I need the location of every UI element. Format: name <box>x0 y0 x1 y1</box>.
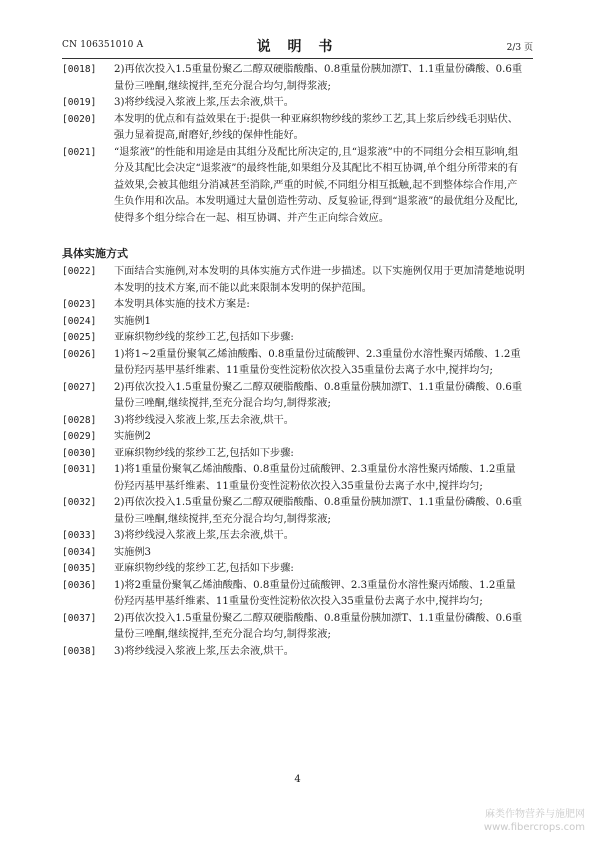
paragraph-text: “退浆液”的性能和用途是由其组分及配比所决定的,且“退浆液”中的不同组分会相互影响,组分及其配比会决定“退浆液”的最终性能,如果组分及其配比不相互协调,单个组分所带来的有益效果,会被其他组分消减甚至消除,严重的时候,不同组分相互抵触,起不到整体综合作用,产生负作用和次品。本发明通过大量创造性劳动、反复验证,得到“退浆液”的最优组分及配比,使得多个组分综合在一起、相互协调、并产生正向综合效应。 <box>114 146 519 224</box>
watermark-line-1: 麻类作物营养与施肥网 <box>485 809 585 820</box>
paragraph <box>62 380 525 413</box>
paragraph-number: [0029] <box>62 431 97 442</box>
paragraph <box>62 264 525 297</box>
paragraph-number: [0036] <box>62 579 97 591</box>
page-info: 2/3 页 <box>506 43 533 53</box>
paragraph <box>62 413 525 430</box>
paragraph-number: [0032] <box>62 497 97 508</box>
paragraph <box>62 62 525 95</box>
paragraph-number: [0023] <box>62 299 97 310</box>
paragraph <box>62 611 525 644</box>
paragraph-number: [0021] <box>62 146 97 158</box>
document-title: 说 明 书 <box>256 39 339 55</box>
paragraph-text: 2)再依次投入1.5重量份聚乙二醇双硬脂酸酯、0.8重量份胰加漂T、1.1重量份磷酸、0.6重量份三唑酮,继续搅拌,至充分混合均匀,制得浆液; <box>114 381 523 409</box>
paragraph-number: [0034] <box>62 546 97 558</box>
paragraph-text: 3)将纱线浸入浆液上浆,压去余液,烘干。 <box>114 414 294 426</box>
paragraph-text: 2)再依次投入1.5重量份聚乙二醇双硬脂酸酯、0.8重量份胰加漂T、1.1重量份磷酸、0.6重量份三唑酮,继续搅拌,至充分混合均匀,制得浆液; <box>114 64 523 92</box>
watermark <box>484 808 585 834</box>
paragraph-text: 2)再依次投入1.5重量份聚乙二醇双硬脂酸酯、0.8重量份胰加漂T、1.1重量份磷酸、0.6重量份三唑酮,继续搅拌,至充分混合均匀,制得浆液; <box>114 497 523 525</box>
paragraph-text: 2)再依次投入1.5重量份聚乙二醇双硬脂酸酯、0.8重量份胰加漂T、1.1重量份磷酸、0.6重量份三唑酮,继续搅拌,至充分混合均匀,制得浆液; <box>114 612 523 640</box>
paragraph-number: [0027] <box>62 381 97 393</box>
paragraph-number: [0031] <box>62 464 97 475</box>
paragraph-number: [0037] <box>62 612 97 624</box>
paragraph <box>62 297 525 314</box>
paragraph <box>62 528 525 545</box>
paragraph-text: 本发明具体实施的技术方案是: <box>114 299 250 310</box>
paragraph-text: 3)将纱线浸入浆液上浆,压去余液,烘干。 <box>114 530 294 541</box>
paragraph-number: [0026] <box>62 348 97 360</box>
paragraph-number: [0035] <box>62 563 97 574</box>
document-body <box>62 62 525 660</box>
paragraph <box>62 145 525 228</box>
paragraph-text: 亚麻织物纱线的浆纱工艺,包括如下步骤: <box>114 332 294 343</box>
paragraph-number: [0019] <box>62 97 97 108</box>
section-title: 具体实施方式 <box>62 247 128 260</box>
paragraph <box>62 446 525 463</box>
header-divider <box>62 58 533 59</box>
paragraph-list-bottom <box>62 264 525 660</box>
paragraph-number: [0024] <box>62 315 97 327</box>
paragraph-number: [0025] <box>62 332 97 343</box>
paragraph-text: 实施例1 <box>114 315 152 327</box>
paragraph <box>62 462 525 495</box>
paragraph-number: [0020] <box>62 113 97 125</box>
paragraph <box>62 95 525 112</box>
paragraph-text: 实施例3 <box>114 546 152 558</box>
paragraph-number: [0038] <box>62 645 97 657</box>
paragraph-text: 3)将纱线浸入浆液上浆,压去余液,烘干。 <box>114 97 294 108</box>
paragraph-text: 亚麻织物纱线的浆纱工艺,包括如下步骤: <box>114 563 294 574</box>
paragraph <box>62 495 525 528</box>
paragraph <box>62 644 525 661</box>
paragraph-number: [0030] <box>62 447 97 459</box>
paragraph-text: 实施例2 <box>114 431 152 442</box>
paragraph-text: 1)将1重量份聚氧乙烯油酸酯、0.8重量份过硫酸钾、2.3重量份水溶性聚丙烯酸、1.2重量份羟丙基甲基纤维素、11重量份变性淀粉依次投入35重量份去离子水中,搅拌均匀; <box>114 464 516 492</box>
paragraph <box>62 578 525 611</box>
paragraph-number: [0022] <box>62 266 97 277</box>
paragraph <box>62 561 525 578</box>
watermark-line-2: www.fibercrops.com <box>483 822 585 833</box>
paragraph-number: [0018] <box>62 64 97 75</box>
paragraph-list-top <box>62 62 525 227</box>
paragraph <box>62 112 525 145</box>
paragraph-text: 亚麻织物纱线的浆纱工艺,包括如下步骤: <box>114 447 294 459</box>
paragraph-text: 1)将1~2重量份聚氧乙烯油酸酯、0.8重量份过硫酸钾、2.3重量份水溶性聚丙烯酸、1.2重量份羟丙基甲基纤维素、11重量份变性淀粉依次投入35重量份去离子水中,搅拌均匀; <box>114 348 521 376</box>
paragraph-text: 1)将2重量份聚氧乙烯油酸酯、0.8重量份过硫酸钾、2.3重量份水溶性聚丙烯酸、1.2重量份羟丙基甲基纤维素、11重量份变性淀粉依次投入35重量份去离子水中,搅拌均匀; <box>114 579 516 607</box>
paragraph-text: 3)将纱线浸入浆液上浆,压去余液,烘干。 <box>114 645 294 657</box>
paragraph <box>62 545 525 562</box>
page-number: 4 <box>294 774 301 785</box>
paragraph-number: [0028] <box>62 414 97 426</box>
paragraph-text: 本发明的优点和有益效果在于:提供一种亚麻织物纱线的浆纱工艺,其上浆后纱线毛羽贴伏、强力显着提高,耐磨好,纱线的保伸性能好。 <box>114 113 518 141</box>
document-id: CN 106351010 A <box>62 40 144 50</box>
paragraph <box>62 314 525 331</box>
paragraph <box>62 429 525 446</box>
paragraph-text: 下面结合实施例,对本发明的具体实施方式作进一步描述。以下实施例仅用于更加清楚地说明本发明的技术方案,而不能以此来限制本发明的保护范围。 <box>114 266 525 294</box>
paragraph <box>62 330 525 347</box>
page-header <box>62 36 533 56</box>
paragraph-number: [0033] <box>62 530 97 541</box>
paragraph <box>62 347 525 380</box>
